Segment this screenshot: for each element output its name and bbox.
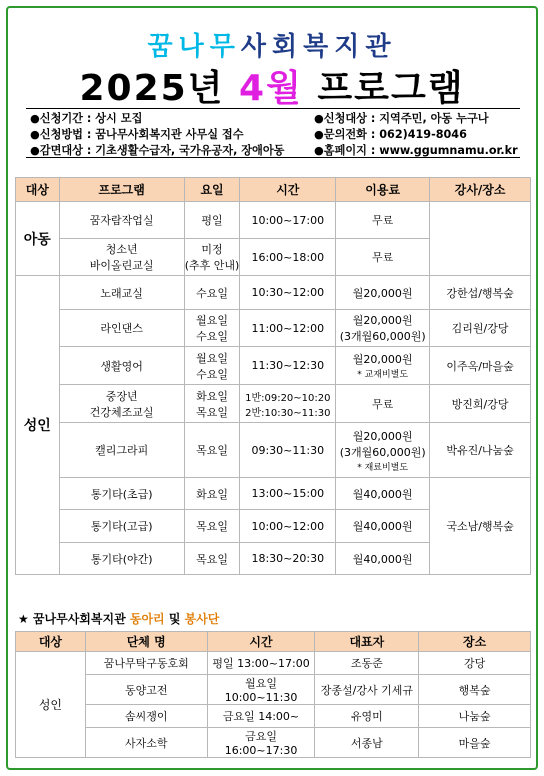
club-rep: 유영미 <box>315 705 419 728</box>
table-row <box>16 478 531 510</box>
program-day: 미정 (추후 안내) <box>184 239 240 276</box>
club-row <box>16 652 531 675</box>
program-name: 꿈자람작업실 <box>59 202 184 239</box>
program-fee-cell <box>336 423 430 478</box>
program-name: 청소년 바이올린교실 <box>59 239 184 276</box>
program-fee: 무료 <box>336 385 430 423</box>
program-day: 월요일 수요일 <box>184 310 240 347</box>
program-name: 통기타(고급) <box>59 510 184 543</box>
club-section-title <box>18 610 219 627</box>
program-fee: 월20,000원 (3개월60,000원) <box>336 310 430 347</box>
club-header-time: 시간 <box>207 632 315 652</box>
club-place: 마을숲 <box>419 728 531 758</box>
program-name: 노래교실 <box>59 276 184 310</box>
info-apply-method: ●신청방법 : 꿈나무사회복지관 사무실 접수 <box>30 128 244 141</box>
category-child: 아동 <box>16 202 60 276</box>
club-name: 솜씨쟁이 <box>85 705 207 728</box>
table-row <box>16 310 531 347</box>
info-discount: ●감면대상 : 기초생활수급자, 국가유공자, 장애아동 <box>30 144 285 157</box>
table-row <box>16 423 531 478</box>
title-month: 4월 <box>239 68 303 109</box>
club-category: 성인 <box>16 652 86 758</box>
club-header-rep: 대표자 <box>315 632 419 652</box>
club-time: 금요일 16:00~17:30 <box>207 728 315 758</box>
header-place: 강사/장소 <box>430 178 531 202</box>
program-time: 11:30~12:30 <box>240 347 336 385</box>
program-time: 11:00~12:00 <box>240 310 336 347</box>
club-row <box>16 728 531 758</box>
club-place: 행복숲 <box>419 675 531 705</box>
org-title-part1: 꿈나무 <box>147 32 241 62</box>
club-name: 꿈나무탁구동호회 <box>85 652 207 675</box>
info-box <box>26 108 520 158</box>
program-name: 통기타(초급) <box>59 478 184 510</box>
program-time: 18:30~20:30 <box>240 543 336 575</box>
table-row <box>16 347 531 385</box>
club-header-row <box>16 632 531 652</box>
program-place: 국소남/행복숲 <box>430 478 531 575</box>
club-table <box>15 631 531 758</box>
program-name: 캘리그라피 <box>59 423 184 478</box>
program-day: 수요일 <box>184 276 240 310</box>
info-apply-period: ●신청기간 : 상시 모집 <box>30 112 143 125</box>
club-rep: 장종설/강사 기세규 <box>315 675 419 705</box>
title-program: 프로그램 <box>317 68 465 109</box>
fee-note: * 재료비별도 <box>357 462 409 473</box>
program-day: 목요일 <box>184 543 240 575</box>
program-fee-cell <box>336 347 430 385</box>
club-section-and: 및 <box>164 612 185 626</box>
program-name: 라인댄스 <box>59 310 184 347</box>
program-fee: 월20,000원 <box>336 276 430 310</box>
club-header-target: 대상 <box>16 632 86 652</box>
program-name: 통기타(야간) <box>59 543 184 575</box>
club-time: 월요일 10:00~11:30 <box>207 675 315 705</box>
program-place: 박유진/나눔숲 <box>430 423 531 478</box>
program-table <box>15 177 531 575</box>
program-time: 10:30~12:00 <box>240 276 336 310</box>
club-name: 사자소학 <box>85 728 207 758</box>
header-time: 시간 <box>240 178 336 202</box>
program-fee: 월20,000원 <box>352 353 413 366</box>
club-place: 나눔숲 <box>419 705 531 728</box>
info-homepage: ●홈페이지 : www.ggumnamu.or.kr <box>314 144 518 157</box>
program-day: 화요일 목요일 <box>184 385 240 423</box>
program-day: 목요일 <box>184 510 240 543</box>
club-name: 동양고전 <box>85 675 207 705</box>
club-header-place: 장소 <box>419 632 531 652</box>
info-right <box>314 111 520 159</box>
club-rep: 조동준 <box>315 652 419 675</box>
program-fee: 월40,000원 <box>336 510 430 543</box>
program-day: 월요일 수요일 <box>184 347 240 385</box>
club-rep: 서종남 <box>315 728 419 758</box>
title-year: 2025년 <box>79 68 225 109</box>
page-title <box>0 60 544 111</box>
program-place: 김리원/강당 <box>430 310 531 347</box>
program-place: 이주옥/마을숲 <box>430 347 531 385</box>
club-time: 금요일 14:00~ <box>207 705 315 728</box>
org-title-part2: 사회복지관 <box>240 32 397 62</box>
program-name: 중장년 건강체조교실 <box>59 385 184 423</box>
program-day: 목요일 <box>184 423 240 478</box>
program-time: 10:00~17:00 <box>240 202 336 239</box>
program-fee: 월40,000원 <box>336 543 430 575</box>
table-row <box>16 276 531 310</box>
club-place: 강당 <box>419 652 531 675</box>
table-row <box>16 202 531 239</box>
program-place: 강한섭/행복숲 <box>430 276 531 310</box>
category-adult: 성인 <box>16 276 60 575</box>
club-time: 평일 13:00~17:00 <box>207 652 315 675</box>
club-section-club: 동아리 <box>129 612 165 626</box>
org-title <box>0 26 544 63</box>
program-time: 10:00~12:00 <box>240 510 336 543</box>
table-row <box>16 385 531 423</box>
info-left <box>30 111 310 159</box>
program-fee: 월40,000원 <box>336 478 430 510</box>
fee-note: * 교재비별도 <box>357 370 409 380</box>
header-program: 프로그램 <box>59 178 184 202</box>
program-fee: 월20,000원 (3개월60,000원) <box>339 429 426 459</box>
program-time: 1반:09:20~10:20 2반:10:30~11:30 <box>240 385 336 423</box>
program-fee: 무료 <box>336 202 430 239</box>
program-time: 09:30~11:30 <box>240 423 336 478</box>
info-phone: ●문의전화 : 062)419-8046 <box>314 128 467 141</box>
program-time: 13:00~15:00 <box>240 478 336 510</box>
program-time: 16:00~18:00 <box>240 239 336 276</box>
header-target: 대상 <box>16 178 60 202</box>
program-place <box>430 202 531 276</box>
header-fee: 이용료 <box>336 178 430 202</box>
program-name: 생활영어 <box>59 347 184 385</box>
program-day: 평일 <box>184 202 240 239</box>
club-header-name: 단체 명 <box>85 632 207 652</box>
program-place: 방진희/강당 <box>430 385 531 423</box>
club-row <box>16 705 531 728</box>
info-target: ●신청대상 : 지역주민, 아동 누구나 <box>314 112 489 125</box>
table-header-row <box>16 178 531 202</box>
club-row <box>16 675 531 705</box>
club-section-prefix: ★ 꿈나무사회복지관 <box>18 612 130 626</box>
program-day: 화요일 <box>184 478 240 510</box>
club-section-volunteer: 봉사단 <box>184 612 220 626</box>
program-fee: 무료 <box>336 239 430 276</box>
header-day: 요일 <box>184 178 240 202</box>
